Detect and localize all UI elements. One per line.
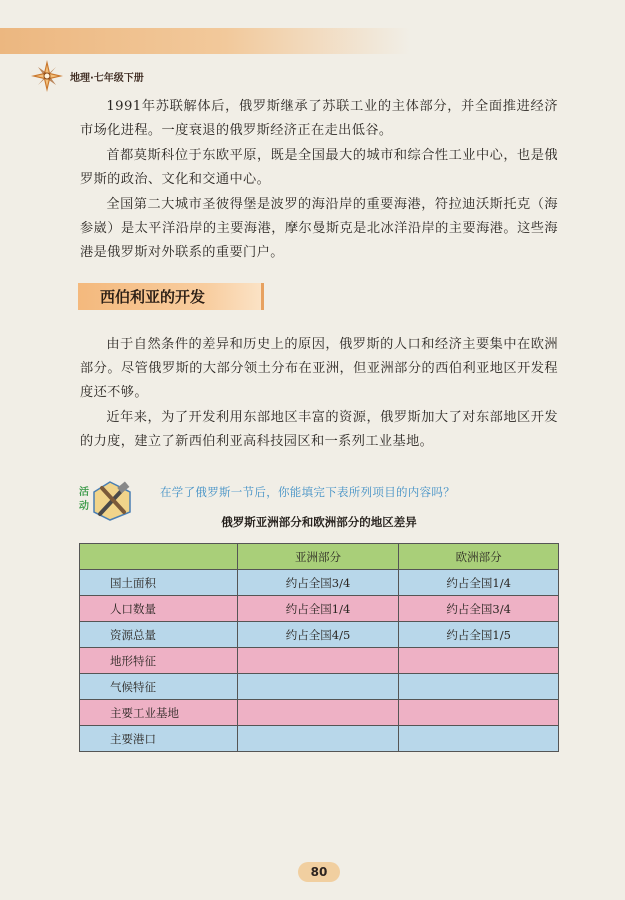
asia-cell	[237, 648, 399, 674]
asia-cell	[237, 674, 399, 700]
table-row	[80, 570, 559, 596]
section-paragraph-2: 近年来，为了开发利用东部地区丰富的资源，俄罗斯加大了对东部地区开发的力度，建立了新西伯利亚高科技园区和一系列工业基地。	[80, 410, 558, 449]
row-label: 气候特征	[80, 674, 238, 700]
europe-cell	[399, 726, 559, 752]
europe-cell	[399, 700, 559, 726]
table-row	[80, 648, 559, 674]
row-label: 人口数量	[80, 596, 238, 622]
paragraph-3: 全国第二大城市圣彼得堡是波罗的海沿岸的重要海港，符拉迪沃斯托克（海参崴）是太平洋沿岸的主要海港，摩尔曼斯克是北冰洋沿岸的主要海港。这些海港是俄罗斯对外联系的重要门户。	[80, 197, 558, 260]
europe-cell: 约占全国1/4	[399, 570, 559, 596]
asia-cell: 约占全国1/4	[237, 596, 399, 622]
asia-cell	[237, 700, 399, 726]
row-label: 国土面积	[80, 570, 238, 596]
europe-cell: 约占全国1/5	[399, 622, 559, 648]
header-band	[0, 28, 410, 54]
table-row	[80, 726, 559, 752]
table-row	[80, 596, 559, 622]
table-row	[80, 622, 559, 648]
row-label: 主要港口	[80, 726, 238, 752]
table-row	[80, 674, 559, 700]
activity-question: 在学了俄罗斯一节后，你能填完下表所列项目的内容吗？	[160, 485, 455, 499]
table-header-corner	[80, 544, 238, 570]
activity-label: 活动	[79, 487, 89, 512]
region-difference-table	[79, 543, 559, 752]
paragraph-2: 首都莫斯科位于东欧平原，既是全国最大的城市和综合性工业中心，也是俄罗斯的政治、文化和交通中心。	[80, 148, 558, 187]
page-number: 80	[298, 862, 340, 882]
asia-cell: 约占全国4/5	[237, 622, 399, 648]
row-label: 主要工业基地	[80, 700, 238, 726]
compass-icon	[30, 59, 64, 93]
paragraph-1: 1991年苏联解体后，俄罗斯继承了苏联工业的主体部分，并全面推进经济市场化进程。一度衰退的俄罗斯经济正在走出低谷。	[80, 99, 558, 138]
section-title: 西伯利亚的开发	[100, 288, 206, 306]
table-header-row	[80, 544, 559, 570]
row-label: 资源总量	[80, 622, 238, 648]
section-heading	[78, 283, 264, 310]
table-header-europe: 欧洲部分	[399, 544, 559, 570]
page-header	[30, 58, 144, 94]
europe-cell: 约占全国3/4	[399, 596, 559, 622]
asia-cell: 约占全国3/4	[237, 570, 399, 596]
row-label: 地形特征	[80, 648, 238, 674]
header-title: 地理·七年级下册	[70, 72, 144, 84]
section-paragraph-1: 由于自然条件的差异和历史上的原因，俄罗斯的人口和经济主要集中在欧洲部分。尽管俄罗斯的大部分领土分布在亚洲，但亚洲部分的西伯利亚地区开发程度还不够。	[80, 337, 558, 400]
europe-cell	[399, 674, 559, 700]
asia-cell	[237, 726, 399, 752]
table-row	[80, 700, 559, 726]
table-header-asia: 亚洲部分	[237, 544, 399, 570]
europe-cell	[399, 648, 559, 674]
table-title: 俄罗斯亚洲部分和欧洲部分的地区差异	[221, 515, 417, 529]
